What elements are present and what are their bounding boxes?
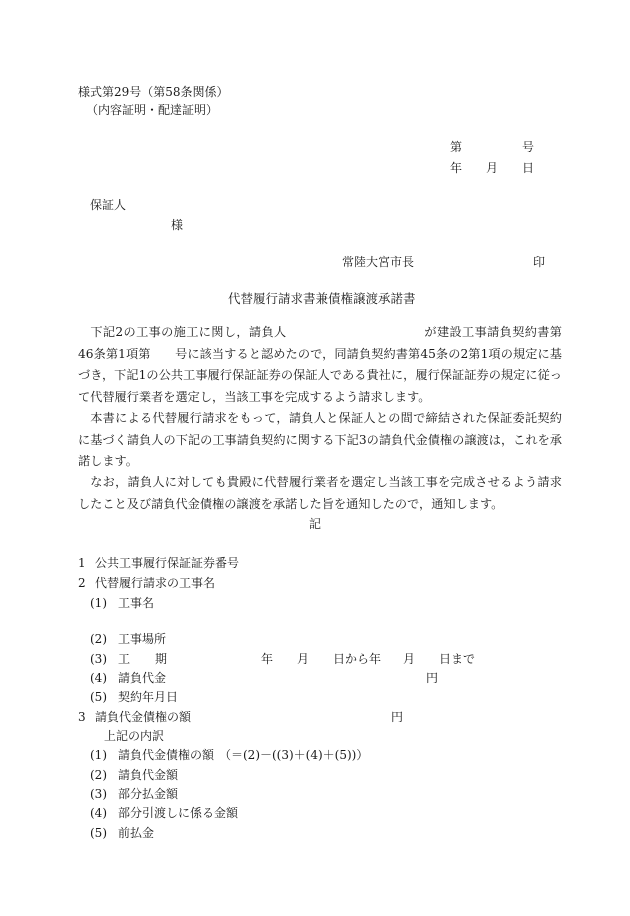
item-3-number: 3 [78,710,86,724]
body-paragraph-2-text: 本書による代替履行請求をもって，請負人と保証人との間で締結された保証委託契約に基づく請負人の下記の工事請負契約に関する下記3の請負代金債権の譲渡は，これを承諾します。 [78,411,562,468]
sub-3-until: 日まで [439,652,476,666]
date-day: 日 [522,161,535,175]
breakdown-5-number: (5) [90,826,107,840]
breakdown-1-formula: （＝(2)－((3)＋(4)＋(5))） [219,748,369,762]
seal-mark: 印 [533,255,546,269]
date-month: 月 [486,161,499,175]
breakdown-4-number: (4) [90,806,107,820]
breakdown-2-label: 請負代金額 [118,768,179,782]
form-number: 様式第29号（第58条関係） [78,85,229,99]
breakdown-2-number: (2) [90,768,107,782]
body-paragraph-2 [78,408,562,473]
date-year: 年 [450,161,463,175]
sub-3-year: 年 [261,652,274,666]
item-2-label: 代替履行請求の工事名 [95,576,216,590]
item-1-label: 公共工事履行保証証券番号 [95,556,240,570]
body-paragraph-1 [78,322,562,408]
breakdown-1-number: (1) [90,748,107,762]
sub-5-number: (5) [90,690,107,704]
issuer-name: 常陸大宮市長 [342,255,415,269]
body-paragraph-3-text: なお，請負人に対しても貴殿に代替履行業者を選定し当該工事を完成させるよう請求したこと及び請負代金債権の譲渡を承諾した旨を通知したので，通知します。 [78,475,562,511]
ki-heading: 記 [309,517,322,531]
sub-4-number: (4) [90,671,107,685]
sub-3-label-a: 工 [118,652,131,666]
sub-2-number: (2) [90,632,107,646]
doc-number-dai: 第 [450,140,463,154]
breakdown-4-label: 部分引渡しに係る金額 [118,806,239,820]
breakdown-3-number: (3) [90,787,107,801]
sub-4-yen: 円 [426,671,439,685]
form-note: （内容証明・配達証明） [86,103,219,117]
sub-1-label: 工事名 [118,596,155,610]
item-3-yen: 円 [391,710,404,724]
sub-3-label-b: 期 [155,652,168,666]
sub-3-month: 月 [297,652,310,666]
breakdown-1-label: 請負代金債権の額 [118,748,215,762]
sub-2-label: 工事場所 [118,632,167,646]
sub-3-from: 日から年 [333,652,382,666]
sub-1-number: (1) [90,596,107,610]
body-paragraph-1-text: 下記2の工事の施工に関し，請負人 が建設工事請負契約書第46条第1項第 号に該当すると認めたので，同請負契約書第45条の2第1項の規定に基づき，下記1の公共工事履行保証証券の保証人である貴社に，履行保証証券の規定に従って代替履行業者を選定し，当該工事を完成するよう請求します。 [78,325,562,404]
item-1-number: 1 [78,556,86,570]
sub-3-number: (3) [90,652,107,666]
breakdown-3-label: 部分払金額 [118,787,179,801]
item-3-label: 請負代金債権の額 [95,710,192,724]
addressee-label: 保証人 [90,198,127,212]
addressee-sama: 様 [171,218,184,232]
doc-number-go: 号 [522,140,535,154]
body-paragraph-3 [78,472,562,515]
sub-3-month2: 月 [403,652,416,666]
breakdown-5-label: 前払金 [118,826,155,840]
item-2-number: 2 [78,576,86,590]
sub-5-label: 契約年月日 [118,690,179,704]
sub-4-label: 請負代金 [118,671,167,685]
document-title: 代替履行請求書兼債権譲渡承諾書 [228,291,416,306]
breakdown-heading: 上記の内訳 [104,729,165,743]
